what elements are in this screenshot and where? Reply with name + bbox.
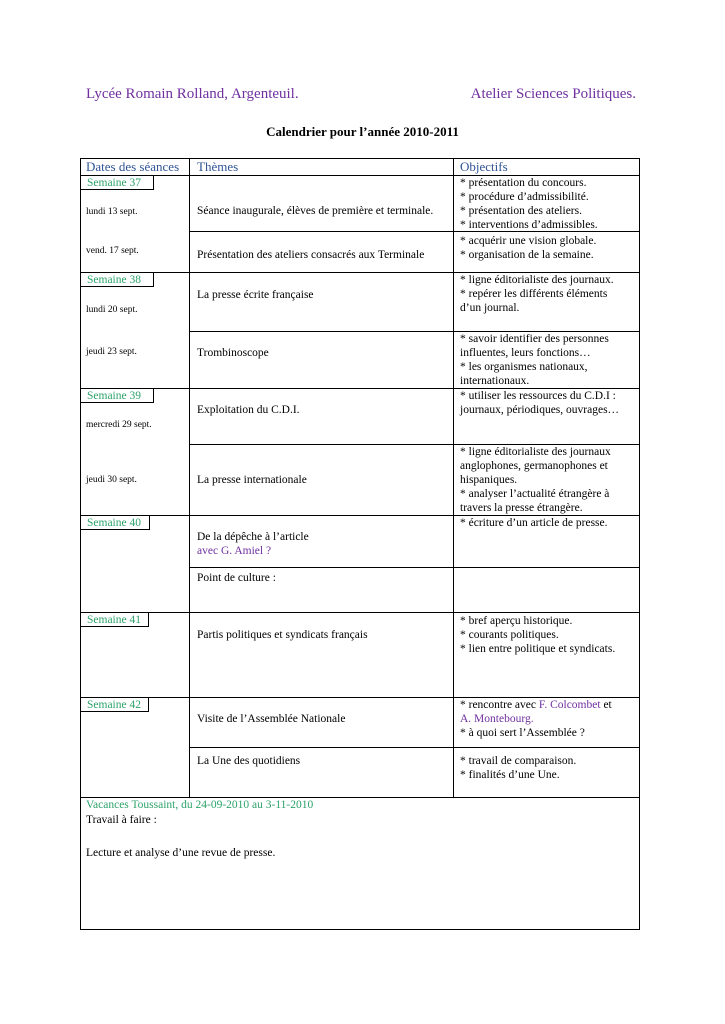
objective-line xyxy=(460,698,612,712)
session-theme: La presse internationale xyxy=(197,474,307,486)
session-theme: La presse écrite française xyxy=(197,289,314,301)
session-theme: Partis politiques et syndicats français xyxy=(197,629,368,641)
speaker-name: A. Montebourg. xyxy=(460,713,534,725)
objective-line: hispaniques. xyxy=(460,474,518,486)
week-label: Semaine 37 xyxy=(81,175,154,190)
objective-text: et xyxy=(600,699,612,711)
row-rule xyxy=(189,567,639,568)
row-rule xyxy=(81,612,639,613)
session-theme: Point de culture : xyxy=(197,572,276,584)
objective-line: * les organismes nationaux, xyxy=(460,361,588,373)
session-theme: Présentation des ateliers consacrés aux Terminale xyxy=(197,249,425,261)
column-header-objectives: Objectifs xyxy=(460,159,508,174)
session-date: vend. 17 sept. xyxy=(86,246,139,256)
objective-line: * écriture d’un article de presse. xyxy=(460,517,608,529)
week-label: Semaine 42 xyxy=(81,697,149,712)
session-theme: De la dépêche à l’article xyxy=(197,531,309,543)
objective-line: * acquérir une vision globale. xyxy=(460,235,597,247)
week-label: Semaine 39 xyxy=(81,388,154,403)
workshop-name: Atelier Sciences Politiques. xyxy=(470,86,636,102)
objective-line: * travail de comparaison. xyxy=(460,755,577,767)
objective-line: internationaux. xyxy=(460,375,530,387)
session-theme: Visite de l’Assemblée Nationale xyxy=(197,713,346,725)
session-theme: Séance inaugurale, élèves de première et terminale. xyxy=(197,205,434,217)
week-label: Semaine 40 xyxy=(81,515,150,530)
week-label: Semaine 41 xyxy=(81,612,149,627)
objective-text: * rencontre avec xyxy=(460,699,539,711)
objective-line: influentes, leurs fonctions… xyxy=(460,347,591,359)
objective-line: * analyser l’actualité étrangère à xyxy=(460,488,610,500)
holiday-note: Vacances Toussaint, du 24-09-2010 au 3-11-2010 xyxy=(86,799,314,811)
objective-line: travers la presse étrangère. xyxy=(460,502,583,514)
column-header-dates: Dates des séances xyxy=(86,159,180,174)
session-theme: La Une des quotidiens xyxy=(197,755,301,767)
column-header-themes: Thèmes xyxy=(197,159,239,174)
speaker-name: F. Colcombet xyxy=(538,699,601,711)
homework-task: Lecture et analyse d’une revue de presse. xyxy=(86,847,276,859)
objective-line: * utiliser les ressources du C.D.I : xyxy=(460,390,616,402)
objective-line: * bref aperçu historique. xyxy=(460,615,573,627)
week-label: Semaine 38 xyxy=(81,272,154,287)
session-theme: Trombinoscope xyxy=(197,347,269,359)
objective-line: * repérer les différents éléments xyxy=(460,288,608,300)
objective-line: * ligne éditorialiste des journaux xyxy=(460,446,611,458)
page-title: Calendrier pour l’année 2010-2011 xyxy=(266,124,459,139)
row-rule xyxy=(189,747,639,748)
objective-line: * à quoi sert l’Assemblée ? xyxy=(460,727,585,739)
objective-line: * savoir identifier des personnes xyxy=(460,333,609,345)
session-date: jeudi 23 sept. xyxy=(86,347,137,357)
objective-line: d’un journal. xyxy=(460,302,520,314)
objective-line: * ligne éditorialiste des journaux. xyxy=(460,274,614,286)
objective-line: * présentation du concours. xyxy=(460,177,587,189)
homework-label: Travail à faire : xyxy=(86,814,157,826)
session-date: lundi 20 sept. xyxy=(86,305,138,315)
school-name: Lycée Romain Rolland, Argenteuil. xyxy=(86,86,299,102)
session-date: jeudi 30 sept. xyxy=(86,475,137,485)
objective-line: * organisation de la semaine. xyxy=(460,249,594,261)
col-divider-2 xyxy=(453,159,454,797)
objective-line: anglophones, germanophones et xyxy=(460,460,608,472)
objective-line: * finalités d’une Une. xyxy=(460,769,560,781)
objective-line: * présentation des ateliers. xyxy=(460,205,582,217)
session-theme-speaker: avec G. Amiel ? xyxy=(197,545,272,557)
objective-line: * interventions d’admissibles. xyxy=(460,219,598,231)
objective-line: * courants politiques. xyxy=(460,629,559,641)
session-date: mercredi 29 sept. xyxy=(86,420,152,430)
session-theme: Exploitation du C.D.I. xyxy=(197,404,300,416)
session-date: lundi 13 sept. xyxy=(86,207,138,217)
objective-line: * procédure d’admissibilité. xyxy=(460,191,589,203)
objective-line: * lien entre politique et syndicats. xyxy=(460,643,616,655)
calendar-table xyxy=(80,158,640,930)
col-divider-1 xyxy=(189,159,190,797)
objective-line: journaux, périodiques, ouvrages… xyxy=(460,404,620,416)
